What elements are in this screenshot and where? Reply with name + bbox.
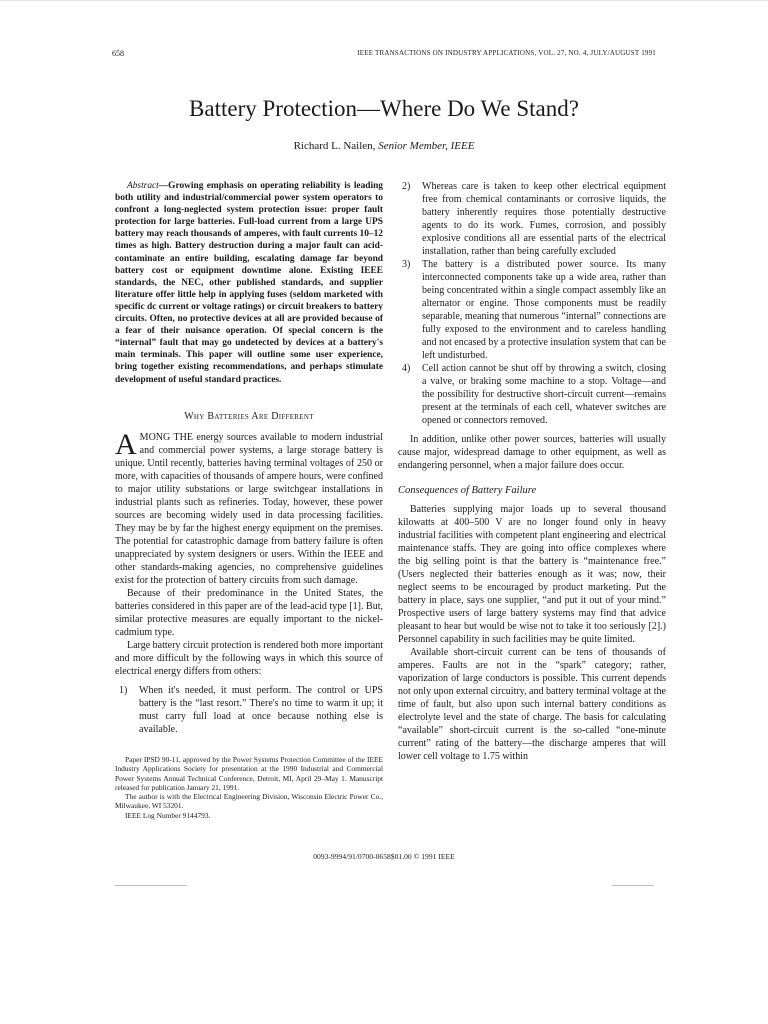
right-column [398,180,666,763]
footnote-author-affiliation: The author is with the Electrical Engineering Division, Wisconsin Electric Power Co., Milwaukee, WI 53201. [115,792,383,811]
author-role: Senior Member, IEEE [378,140,475,152]
copyright-line: 0093-9994/91/0700-0658$01.00 © 1991 IEEE [313,852,455,861]
bottom-scan-rule [612,885,654,886]
list-item [402,180,666,258]
drop-cap: A [115,427,137,461]
section1-paragraph-4: In addition, unlike other power sources, batteries will usually cause major, widespread damage to other equipment, as well as endangering personnel, when a major failure does occur. [398,434,666,471]
abstract [115,180,383,386]
section2-paragraph-1: Batteries supplying major loads up to several thousand kilowatts at 400–500 V are no longer found only in heavy industrial facilities with competent plant engineering and electrical maintenance staffs. They are going into office complexes where the big selling point is that the battery is “maintenance free.” (Users neglected their batteries enough as it was; now, their neglect seems to be encouraged by product marketing. Put the battery in place, says one supplier, “and put it out of your mind.” Prospective users of large battery systems may find that advice pleasant to hear but would be wise not to take it too seriously [2].) Personnel capability in such facilities may be quite limited. [398,504,666,645]
list-item-text: The battery is a distributed power source. Its many interconnected components take up a wide area, rather than being concentrated within a single compact assembly like an alternator or engine. Those components must be readily separable, meaning that numerous “internal” connections are fully exposed to the environment and to careless handling and not encased by a protective insulation system that can be left undisturbed. [422,259,666,361]
differences-list [115,684,383,736]
section-heading-consequences: Consequences of Battery Failure [398,485,537,496]
section1-p1-text: MONG THE energy sources available to modern industrial and commercial power systems, a large storage battery is unique. Until recently, batteries having terminal voltages of 250 or more, with capacities of thousands of ampere hours, were confined to major utility substations or large switchgear installations in industrial plants such as refineries. Today, however, these power sources are becoming widely used in data processing facilities. They may be by far the highest energy equipment on the premises. The potential for catastrophic damage from battery failure is often unappreciated by system designers or users. Within the IEEE and other standards-making agencies, no comprehensive guidelines exist for the protection of battery circuits from such damage. [115,431,383,586]
section1-paragraph-3: Large battery circuit protection is rendered both more important and more difficult by the following ways in which this source of electrical energy differs from others: [115,639,383,677]
list-item [402,258,666,362]
running-head: IEEE TRANSACTIONS ON INDUSTRY APPLICATIONS, VOL. 27, NO. 4, JULY/AUGUST 1991 [357,49,656,57]
footnote-paper-info: Paper IPSD 90-11, approved by the Power Systems Protection Committee of the IEEE Industry Applications Society for presentation at the 1990 Industrial and Commercial Power Systems Annual Technical Conference, Detroit, MI, April 29–May 1. Manuscript released for publication January 21, 1991. [115,755,383,792]
differences-list-continued [398,180,666,427]
author-line [0,140,768,152]
abstract-text: —Growing emphasis on operating reliability is leading both utility and industrial/commercial power system operators to confront a long-neglected system protection issue: proper fault protection for large batteries. Full-load current from a large UPS battery may reach thousands of amperes, with fault currents 10–12 times as high. Battery destruction during a major fault can acid-contaminate an entire building, escalating damage far beyond battery cost or equipment downtime alone. Existing IEEE standards, the NEC, other published standards, and supplier literature offer little help in applying fuses (seldom marketed with specific dc current or voltage ratings) or circuit breakers to battery circuits. Often, no protective devices at all are provided because of a fear of their nuisance operation. Of special concern is the “internal” fault that may go undetected by devices at a battery's main terminals. This paper will outline some user experience, bring together existing recommendations, and perhaps stimulate development of useful standard practices. [115,181,383,385]
left-column [115,180,383,736]
list-item [119,684,383,736]
author-name: Richard L. Nailen, [293,140,376,152]
list-item-number: 2) [402,181,411,192]
list-item-number: 4) [402,363,411,374]
list-item-text: Cell action cannot be shut off by throwing a switch, closing a valve, or braking some machine to a stop. Voltage—and the possibility for destructive short-circuit current—remains present at the terminals of each cell, whatever switches are opened or connectors removed. [422,363,666,426]
footnote-log-number: IEEE Log Number 9144793. [125,810,211,820]
page-number: 658 [112,49,124,58]
paper-title: Battery Protection—Where Do We Stand? [189,96,579,121]
section1-paragraph-2: Because of their predominance in the United States, the batteries considered in this paper are of the lead-acid type [1]. But, similar protective measures are equally important to the nickel-cadmium type. [115,587,383,638]
list-item-number: 3) [402,259,411,270]
top-edge-rule [0,0,768,1]
abstract-lead: Abstract [127,181,159,191]
list-item-text: When it's needed, it must perform. The control or UPS battery is the “last resort.” There's no time to warm it up; it must carry full load at once because nothing else is available. [139,684,383,735]
footnote [115,755,383,820]
bottom-scan-rule [115,885,187,886]
section1-paragraph-1 [115,427,383,587]
list-item-number: 1) [119,684,128,696]
section2-paragraph-2: Available short-circuit current can be tens of thousands of amperes. Faults are not in the “spark” category; rather, vaporization of large conductors is possible. This current depends not only upon external circuitry, and battery terminal voltage at the time of fault, but also upon such internal battery conditions as electrolyte level and the state of charge. The basis for calculating “available” short-circuit current is the so-called “one-minute current” rating of the battery—the discharge amperes that will lower cell voltage to 1.75 within [398,647,666,762]
list-item [402,362,666,427]
list-item-text: Whereas care is taken to keep other electrical equipment free from chemical contaminants or corrosive liquids, the battery inherently requires those potentially destructive agents to do its work. Fumes, corrosion, and possibly explosive conditions all are essential parts of the electrical installation, rather than being carefully excluded [422,181,666,257]
section-heading-why-different: Why Batteries Are Different [184,410,314,422]
